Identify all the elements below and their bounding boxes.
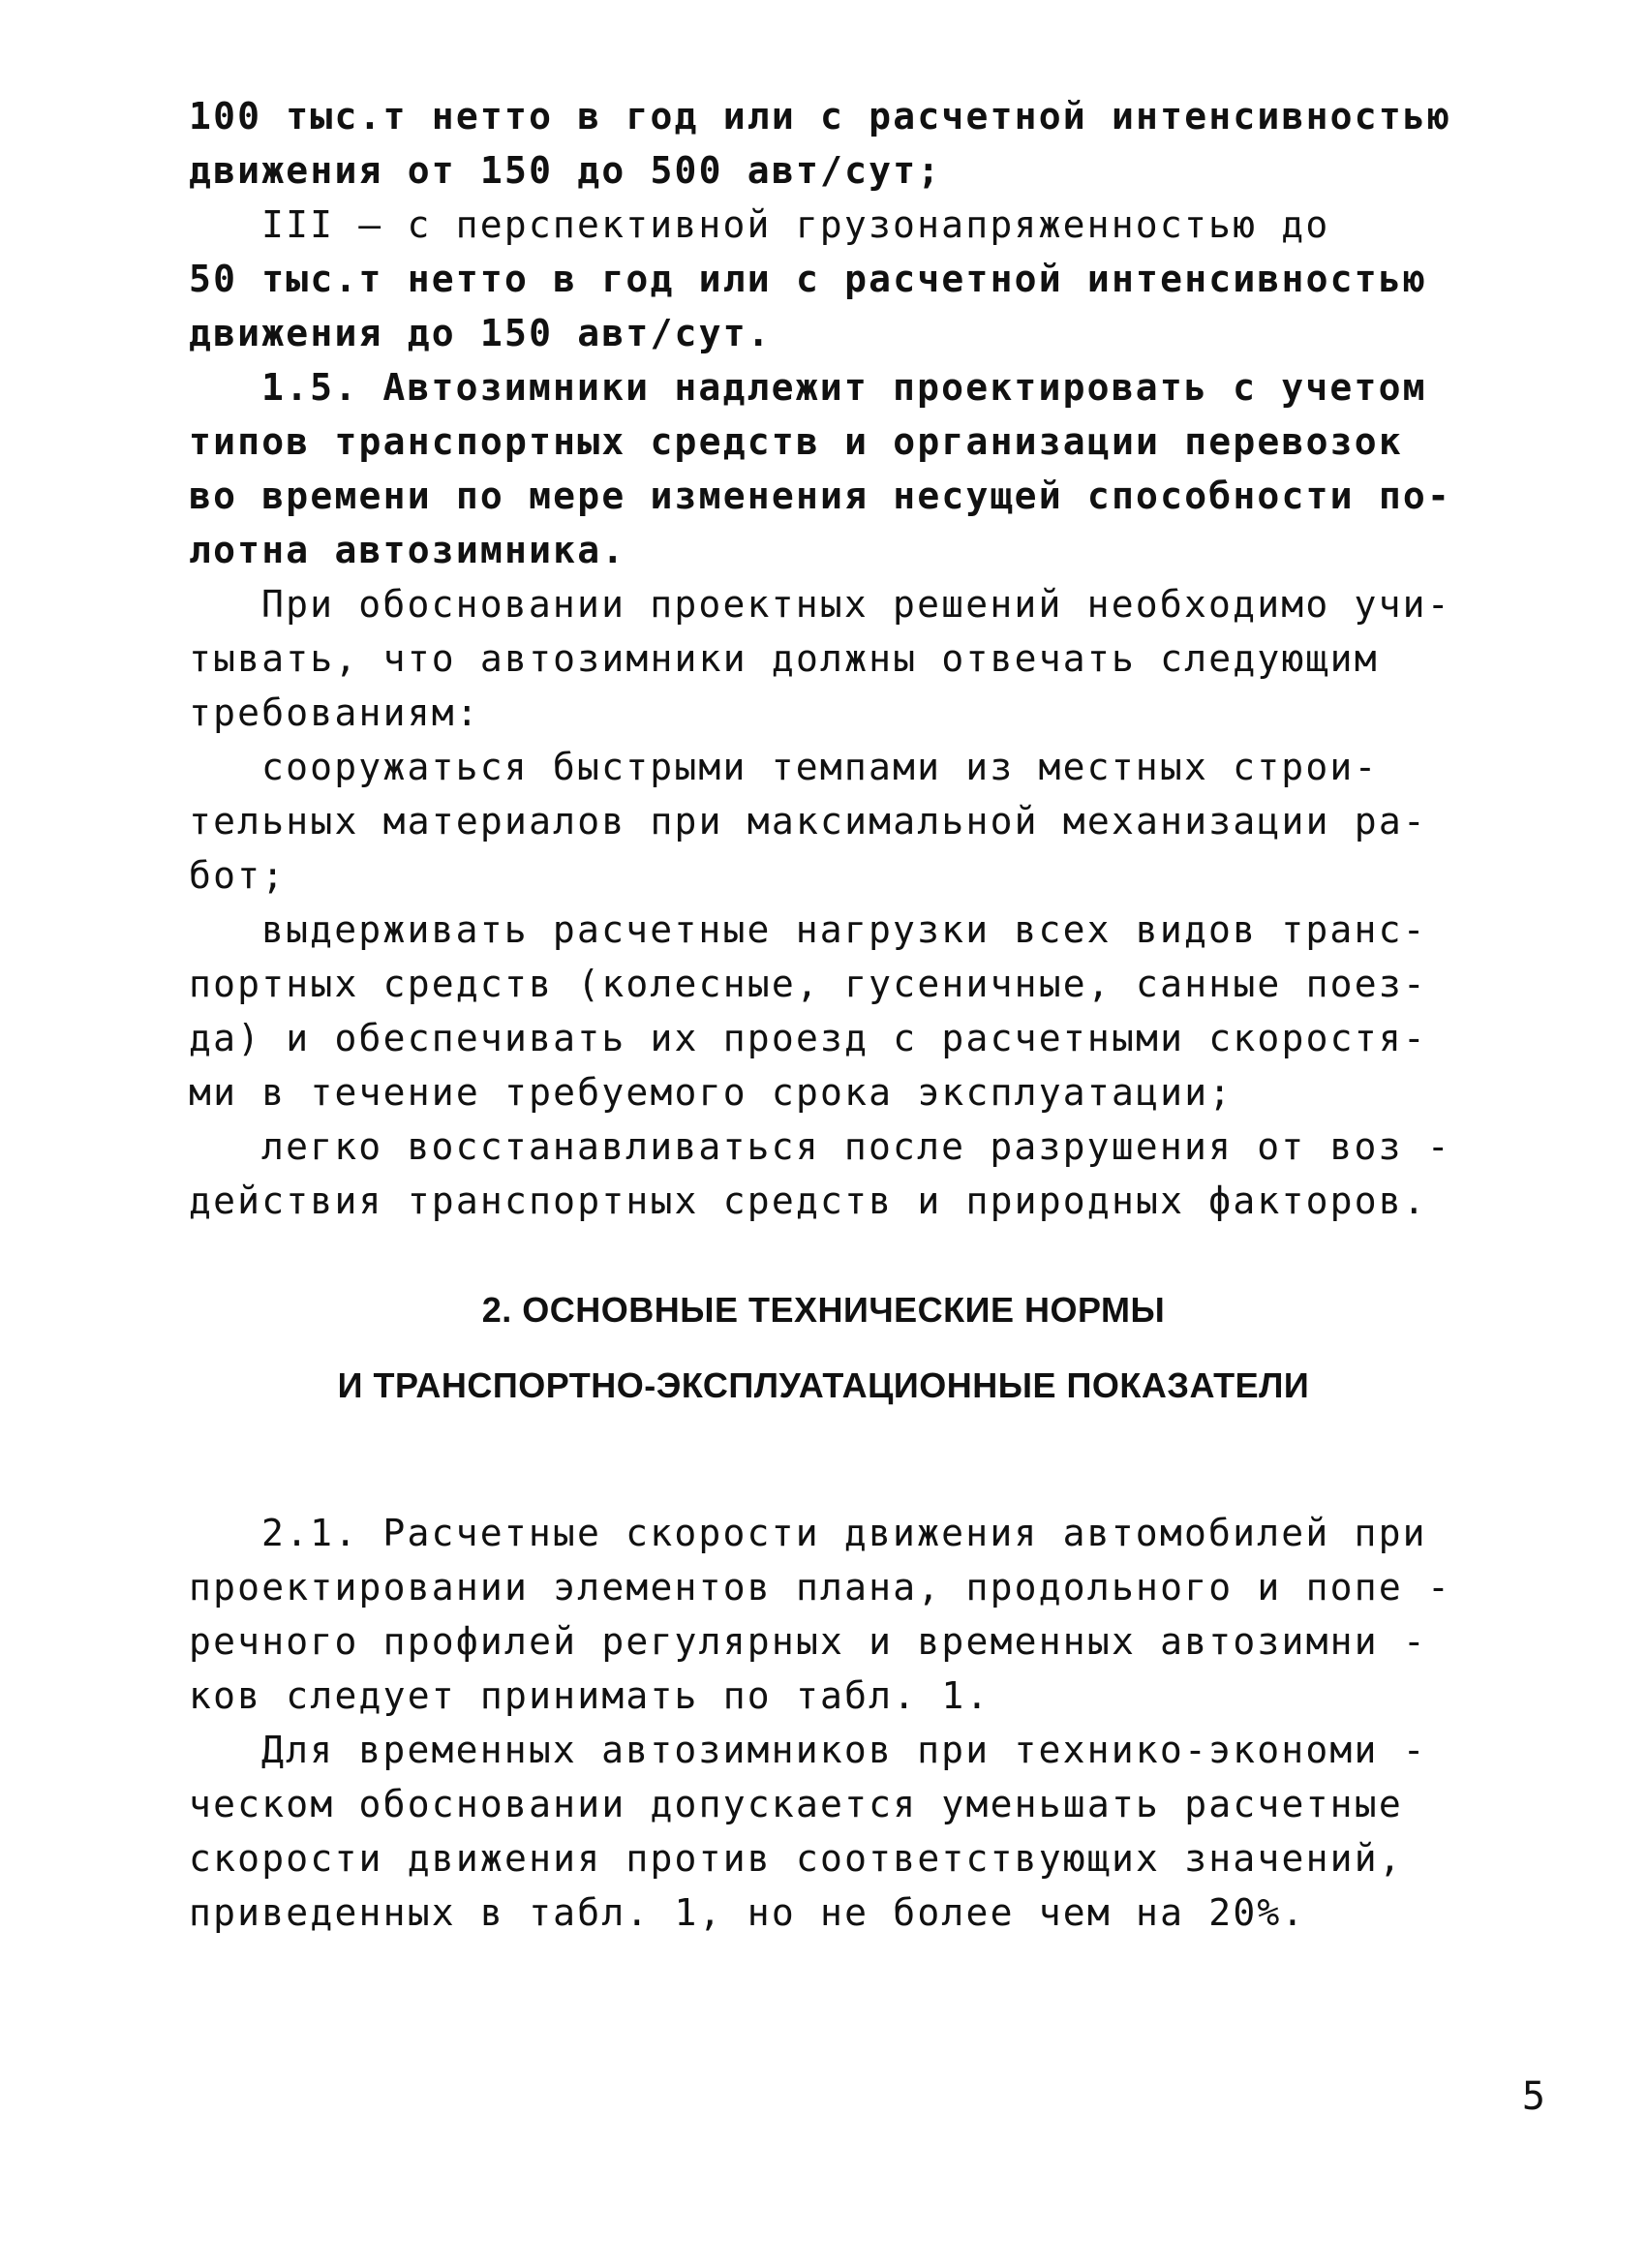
text-line: движения до 150 авт/сут. bbox=[189, 312, 772, 354]
text-line: тывать, что автозимники должны отвечать следующим bbox=[189, 637, 1379, 680]
text-line: скорости движения против соответствующих значений, bbox=[189, 1837, 1403, 1880]
text-line: бот; bbox=[189, 854, 287, 897]
text-line: требованиям: bbox=[189, 691, 480, 734]
text-line: типов транспортных средств и организации перевозок bbox=[189, 420, 1403, 463]
page-number: 5 bbox=[1521, 2074, 1545, 2119]
text-line: выдерживать расчетные нагрузки всех видов транс- bbox=[261, 908, 1427, 951]
text-line: ков следует принимать по табл. 1. bbox=[189, 1674, 991, 1717]
text-line: сооружаться быстрыми темпами из местных строи- bbox=[261, 746, 1379, 788]
text-line: При обосновании проектных решений необходимо учи- bbox=[261, 583, 1451, 626]
text-line: легко восстанавливаться после разрушения от воз - bbox=[261, 1125, 1451, 1168]
section-2-body bbox=[189, 1506, 1544, 1940]
section-heading-line-1: 2. ОСНОВНЫЕ ТЕХНИЧЕСКИЕ НОРМЫ bbox=[481, 1290, 1166, 1330]
text-line: речного профилей регулярных и временных автозимни - bbox=[189, 1620, 1427, 1663]
text-line: во времени по мере изменения несущей способности по- bbox=[189, 475, 1452, 517]
text-line: Для временных автозимников при технико-экономи - bbox=[261, 1729, 1427, 1771]
text-line: ми в течение требуемого срока эксплуатации; bbox=[189, 1071, 1234, 1114]
text-line: да) и обеспечивать их проезд с расчетными скоростя- bbox=[189, 1017, 1427, 1059]
text-line: тельных материалов при максимальной механизации ра- bbox=[189, 800, 1427, 843]
text-line: III – с перспективной грузонапряженностью до bbox=[261, 203, 1330, 246]
section-1-continued bbox=[189, 89, 1544, 1228]
text-line: портных средств (колесные, гусеничные, санные поез- bbox=[189, 963, 1427, 1005]
text-line: 1.5. Автозимники надлежит проектировать с учетом bbox=[261, 366, 1427, 409]
text-line: действия транспортных средств и природных факторов. bbox=[189, 1180, 1427, 1222]
text-line: 100 тыс.т нетто в год или с расчетной интенсивностью bbox=[189, 95, 1452, 138]
text-line: проектировании элементов плана, продольного и попе - bbox=[189, 1566, 1452, 1609]
text-line: лотна автозимника. bbox=[189, 529, 626, 571]
text-line: 50 тыс.т нетто в год или с расчетной интенсивностью bbox=[189, 258, 1427, 300]
text-line: движения от 150 до 500 авт/сут; bbox=[189, 149, 942, 192]
text-line: ческом обосновании допускается уменьшать расчетные bbox=[189, 1783, 1403, 1825]
text-line: приведенных в табл. 1, но не более чем на 20%. bbox=[189, 1891, 1306, 1934]
text-line: 2.1. Расчетные скорости движения автомобилей при bbox=[261, 1512, 1427, 1554]
section-heading-line-2: И ТРАНСПОРТНО-ЭКСПЛУАТАЦИОННЫЕ ПОКАЗАТЕЛИ bbox=[337, 1365, 1310, 1405]
